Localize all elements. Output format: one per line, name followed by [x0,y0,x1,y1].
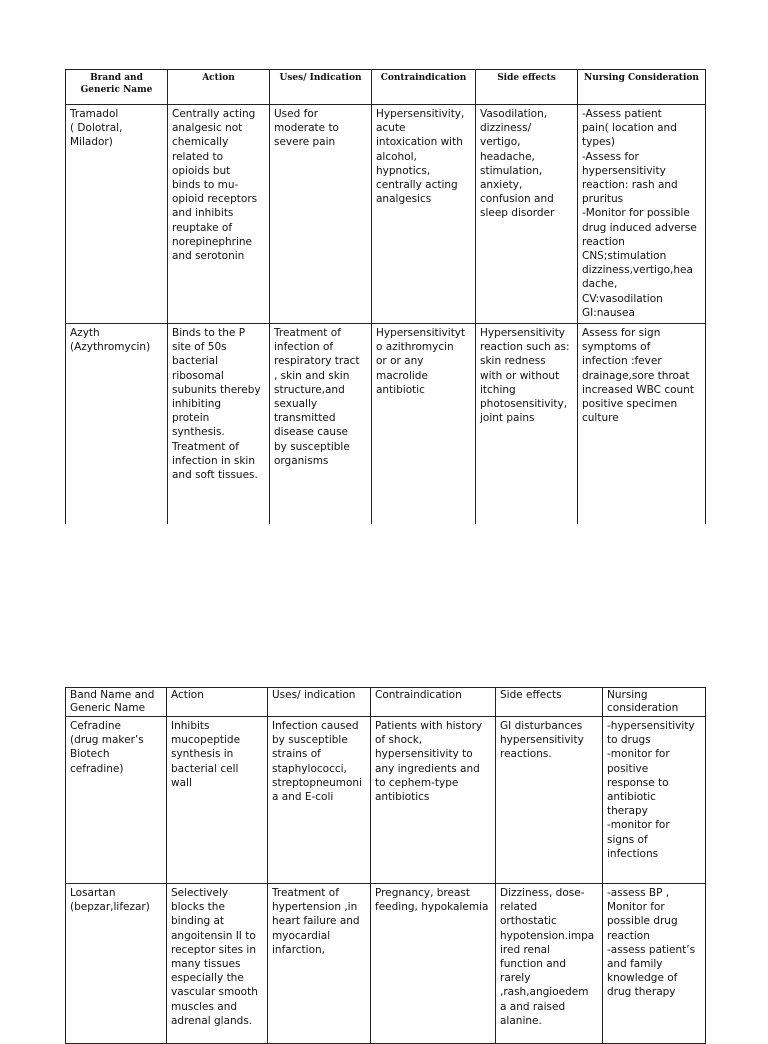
cell-text: Centrally acting analgesic not chemically related to opioids but binds to mu- opioid receptors and inhibits reuptake of norepinephrine and serotonin [172,108,258,263]
table-row-cefradine [66,717,706,884]
cell-text: Used for moderate to severe pain [274,108,339,149]
cell-text: Contraindication [375,689,462,701]
header-contraindication [371,688,496,717]
cell-contraindication [371,717,496,884]
header-brand-generic-name: Brand and Generic Name [66,70,168,105]
cell-nursing [578,105,706,324]
cell-text: Azyth (Azythromycin) [70,327,151,354]
cell-text: -assess BP , Monitor for possible drug reaction -assess patient’s and family knowledge of drug therapy [607,887,696,999]
cell-text: Cefradine (drug maker’s Biotech cefradine) [70,720,144,775]
cell-text: Treatment of infection of respiratory tract , skin and skin structure,and sexually transmitted disease cause by susceptible organisms [274,327,360,467]
cell-text: Vasodilation, dizziness/ vertigo, headache, stimulation, anxiety, confusion and sleep disorder [480,108,555,220]
table-header-row [66,688,706,717]
header-contraindication: Contraindication [372,70,476,105]
cell-text: -hypersensitivity to drugs -monitor for positive response to antibiotic therapy -monitor for signs of infections [607,720,695,860]
cell-text: Losartan (bepzar,lifezar) [70,887,150,914]
header-uses-indication: Uses/ Indication [270,70,372,105]
cell-side-effects [476,324,578,524]
header-side-effects: Side effects [476,70,578,105]
cell-nursing [603,884,706,1044]
table-row-tramadol [66,105,706,324]
cell-text: Nursing consideration [607,689,679,714]
cell-action [167,717,268,884]
cell-action [168,105,270,324]
cell-text: Selectively blocks the binding at angoitensin II to receptor sites in many tissues especially the vascular smooth muscles and adrenal glands. [171,887,258,1027]
cell-nursing [578,324,706,524]
cell-text: Pregnancy, breast feeding, hypokalemia [375,887,489,914]
cell-contraindication [371,884,496,1044]
table-row-losartan [66,884,706,1044]
cell-name [66,884,167,1044]
cell-name [66,105,168,324]
header-action: Action [168,70,270,105]
cell-side-effects [496,884,603,1044]
cell-text: Binds to the P site of 50s bacterial ribosomal subunits thereby inhibiting protein synthesis. Treatment of infection in skin and soft tissues. [172,327,261,482]
cell-text: Patients with history of shock, hypersensitivity to any ingredients and to cephem-type antibiotics [375,720,483,804]
cell-contraindication [372,105,476,324]
drug-table-2 [65,687,706,1044]
cell-text: Infection caused by susceptible strains of staphylococci, streptopneumoni a and E-coli [272,720,362,804]
cell-name [66,717,167,884]
header-nursing-consideration: Nursing Consideration [578,70,706,105]
cell-action [168,324,270,524]
cell-uses [270,324,372,524]
cell-text: Assess for sign symptoms of infection :fever drainage,sore throat increased WBC count positive specimen culture [582,327,694,425]
cell-text: Action [171,689,204,701]
cell-text: Band Name and Generic Name [70,689,155,714]
cell-name [66,324,168,524]
header-uses-indication [268,688,371,717]
cell-text: -Assess patient pain( location and types) -Assess for hypersensitivity reaction: rash and pruritus -Monitor for possible drug induced adverse reaction CNS;stimulation dizziness,vertigo,hea dache, CV:vasodilation GI:nausea [582,108,697,319]
cell-text: GI disturbances hypersensitivity reactions. [500,720,584,761]
drug-table-1 [65,69,706,524]
cell-side-effects [496,717,603,884]
cell-nursing [603,717,706,884]
header-action [167,688,268,717]
cell-contraindication [372,324,476,524]
header-nursing-consideration [603,688,706,717]
header-brand-generic-name [66,688,167,717]
cell-uses [268,717,371,884]
cell-text: Treatment of hypertension ,in heart failure and myocardial infarction, [272,887,360,956]
cell-action [167,884,268,1044]
cell-side-effects [476,105,578,324]
cell-text: Hypersensitivityt o azithromycin or or any macrolide antibiotic [376,327,466,396]
cell-text: Uses/ indication [272,689,356,701]
table-row-azyth [66,324,706,524]
header-side-effects [496,688,603,717]
cell-text: Side effects [500,689,562,701]
cell-text: Inhibits mucopeptide synthesis in bacterial cell wall [171,720,241,789]
cell-text: Hypersensitivity reaction such as: skin redness with or without itching photosensitivity, joint pains [480,327,570,425]
cell-uses [268,884,371,1044]
cell-text: Tramadol ( Dolotral, Milador) [70,108,123,149]
cell-uses [270,105,372,324]
table-header-row [66,70,706,105]
cell-text: Dizziness, dose- related orthostatic hypotension.impa ired renal function and rarely ,rash,angioedem a and raised alanine. [500,887,595,1027]
cell-text: Hypersensitivity, acute intoxication with alcohol, hypnotics, centrally acting analgesics [376,108,465,206]
